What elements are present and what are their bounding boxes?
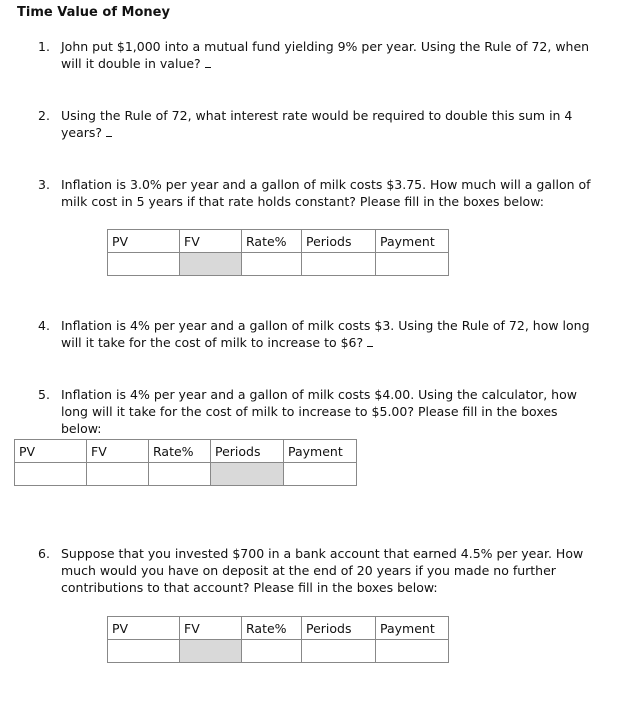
answer-blank[interactable] <box>205 55 211 68</box>
header-pv: PV <box>108 230 180 253</box>
question-number: 4. <box>38 318 50 333</box>
header-rate: Rate% <box>242 230 302 253</box>
cell-rate[interactable] <box>242 253 302 276</box>
header-payment: Payment <box>376 617 449 640</box>
question-number: 6. <box>38 546 50 561</box>
header-pv: PV <box>108 617 180 640</box>
cell-payment[interactable] <box>376 253 449 276</box>
cell-pv[interactable] <box>108 253 180 276</box>
cell-rate[interactable] <box>149 463 211 486</box>
question-4 <box>38 317 598 351</box>
header-rate: Rate% <box>242 617 302 640</box>
page-title: Time Value of Money <box>17 5 170 20</box>
cell-fv[interactable] <box>180 640 242 663</box>
question-text: Suppose that you invested $700 in a bank account that earned 4.5% per year. How much would you have on deposit at the end of 20 years if you made no further contributions to that account? Please fill in the boxes below: <box>61 546 584 595</box>
header-pv: PV <box>15 440 87 463</box>
cell-periods[interactable] <box>302 640 376 663</box>
header-periods: Periods <box>211 440 284 463</box>
cell-fv[interactable] <box>87 463 149 486</box>
question-text: Inflation is 3.0% per year and a gallon of milk costs $3.75. How much will a gallon of milk cost in 5 years if that rate holds constant? Please fill in the boxes below: <box>61 177 591 209</box>
question-text: John put $1,000 into a mutual fund yielding 9% per year. Using the Rule of 72, when will it double in value? <box>61 39 590 71</box>
header-payment: Payment <box>284 440 357 463</box>
question-text: Using the Rule of 72, what interest rate would be required to double this sum in 4 years? <box>61 108 573 140</box>
question-number: 2. <box>38 108 50 123</box>
answer-table-q6 <box>107 616 449 663</box>
question-text: Inflation is 4% per year and a gallon of milk costs $3. Using the Rule of 72, how long will it take for the cost of milk to increase to $6? <box>61 318 590 350</box>
question-number: 5. <box>38 387 50 402</box>
header-fv: FV <box>180 230 242 253</box>
answer-blank[interactable] <box>367 334 373 347</box>
header-rate: Rate% <box>149 440 211 463</box>
cell-payment[interactable] <box>284 463 357 486</box>
header-fv: FV <box>87 440 149 463</box>
cell-rate[interactable] <box>242 640 302 663</box>
question-text: Inflation is 4% per year and a gallon of milk costs $4.00. Using the calculator, how long will it take for the cost of milk to increase to $5.00? Please fill in the boxes below: <box>61 387 577 436</box>
header-periods: Periods <box>302 230 376 253</box>
cell-pv[interactable] <box>15 463 87 486</box>
header-payment: Payment <box>376 230 449 253</box>
question-number: 1. <box>38 39 50 54</box>
question-number: 3. <box>38 177 50 192</box>
cell-payment[interactable] <box>376 640 449 663</box>
answer-table-q5 <box>14 439 357 486</box>
answer-blank[interactable] <box>106 124 112 137</box>
cell-fv[interactable] <box>180 253 242 276</box>
question-1 <box>38 38 598 72</box>
header-periods: Periods <box>302 617 376 640</box>
question-5 <box>38 386 598 437</box>
cell-pv[interactable] <box>108 640 180 663</box>
cell-periods[interactable] <box>302 253 376 276</box>
answer-table-q3 <box>107 229 449 276</box>
question-6 <box>38 545 598 596</box>
question-2 <box>38 107 598 141</box>
cell-periods[interactable] <box>211 463 284 486</box>
header-fv: FV <box>180 617 242 640</box>
question-3 <box>38 176 598 210</box>
